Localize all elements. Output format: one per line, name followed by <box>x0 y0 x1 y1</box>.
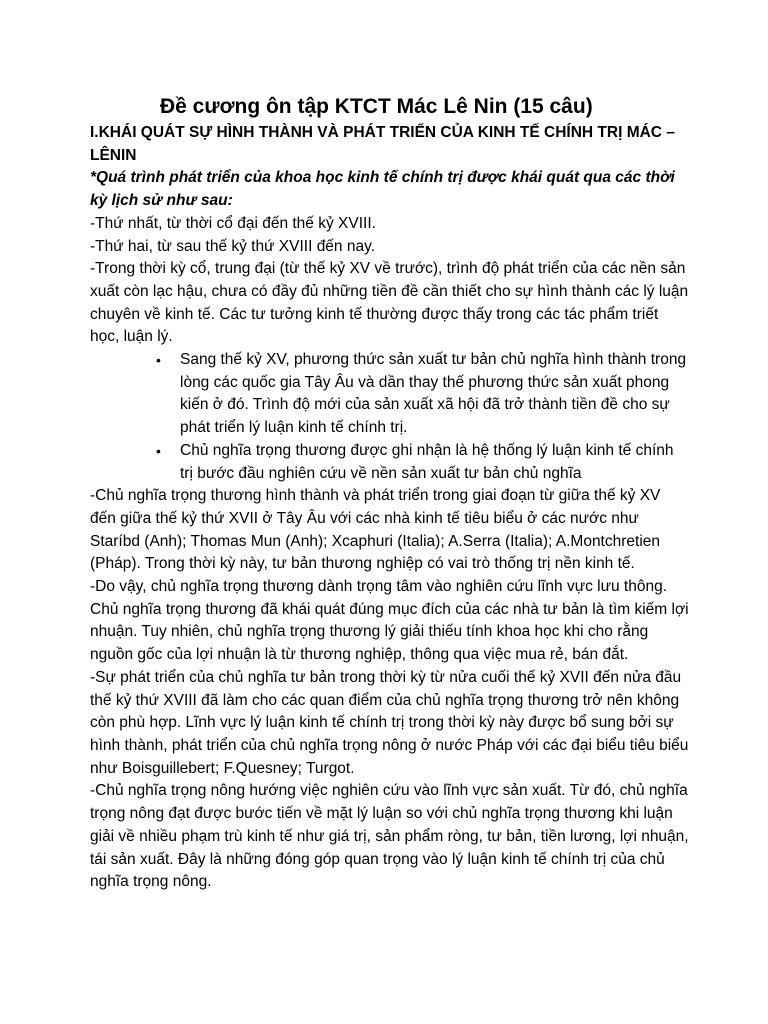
bullet-icon: • <box>156 442 161 459</box>
paragraph: -Trong thời kỳ cổ, trung đại (từ thế kỷ XV về trước), trình độ phát triển của các nền sản xuất còn lạc hậu, chưa có đầy đủ những tiền đề cần thiết cho sự hình thành các lý luận chuyên về kinh tế. Các tư tưởng kinh tế thường được thấy trong các tác phẩm triết học, luận lý. <box>90 260 689 346</box>
paragraph: -Thứ hai, từ sau thế kỷ thứ XVIII đến nay. <box>90 237 376 255</box>
bullet-item <box>156 349 690 440</box>
bullet-text: Sang thế kỷ XV, phương thức sản xuất tư bản chủ nghĩa hình thành trong lòng các quốc gia Tây Âu và dần thay thế phương thức sản xuất phong kiến ở đó. Trình độ mới của sản xuất xã hội đã trở thành tiền đề cho sự phát triển lý luận kinh tế chính trị. <box>180 351 687 437</box>
intro-paragraph: *Quá trình phát triển của khoa học kinh tế chính trị được khái quát qua các thời kỳ lịch sử như sau: <box>90 169 675 210</box>
paragraph: -Sự phát triển của chủ nghĩa tư bản trong thời kỳ từ nửa cuối thế kỷ XVII đến nửa đầu thế kỷ thứ XVIII đã làm cho các quan điểm của chủ nghĩa trọng thương trở nên không còn phù hợp. Lĩnh vực lý luận kinh tế chính trị trong thời kỳ này được bổ sung bởi sự hình thành, phát triển của chủ nghĩa trọng nông ở nước Pháp với các đại biểu tiêu biểu như Boisguillebert; F.Quesney; Turgot. <box>90 668 689 777</box>
paragraph: -Chủ nghĩa trọng nông hướng việc nghiên cứu vào lĩnh vực sản xuất. Từ đó, chủ nghĩa trọng nông đạt được bước tiến về mặt lý luận so với chủ nghĩa trọng thương khi luận giải về nhiều phạm trù kinh tế như giá trị, sản phẩm ròng, tư bản, tiền lương, lợi nhuận, tái sản xuất. Đây là những đóng góp quan trọng vào lý luận kinh tế chính trị của chủ nghĩa trọng nông. <box>90 782 689 891</box>
bullet-item <box>156 440 690 485</box>
paragraph: -Do vậy, chủ nghĩa trọng thương dành trọng tâm vào nghiên cứu lĩnh vực lưu thông. Chủ nghĩa trọng thương đã khái quát đúng mục đích của các nhà tư bản là tìm kiếm lợi nhuận. Tuy nhiên, chủ nghĩa trọng thương lý giải thiếu tính khoa học khi cho rằng nguồn gốc của lợi nhuận là từ thương nghiệp, thông qua việc mua rẻ, bán đắt. <box>90 578 689 664</box>
paragraph: -Chủ nghĩa trọng thương hình thành và phát triển trong giai đoạn từ giữa thế kỷ XV đến giữa thế kỷ thứ XVII ở Tây Âu với các nhà kinh tế tiêu biểu ở các nước như Staríbd (Anh); Thomas Mun (Anh); Xcaphuri (Italia); A.Serra (Italia); A.Montchretien (Pháp). Trong thời kỳ này, tư bản thương nghiệp có vai trò thống trị nền kinh tế. <box>90 487 661 573</box>
bullet-text: Chủ nghĩa trọng thương được ghi nhận là hệ thống lý luận kinh tế chính trị bước đầu nghiên cứu về nền sản xuất tư bản chủ nghĩa <box>180 441 674 482</box>
bullet-icon: • <box>156 352 161 369</box>
bullet-list <box>90 349 690 485</box>
section-heading: I.KHÁI QUÁT SỰ HÌNH THÀNH VÀ PHÁT TRIỂN CỦA KINH TẾ CHÍNH TRỊ MÁC – LÊNIN <box>90 124 675 164</box>
document-title: Đề cương ôn tập KTCT Mác Lê Nin (15 câu) <box>160 95 593 118</box>
document-body <box>90 122 690 894</box>
paragraph: -Thứ nhất, từ thời cổ đại đến thế kỷ XVIII. <box>90 214 376 232</box>
